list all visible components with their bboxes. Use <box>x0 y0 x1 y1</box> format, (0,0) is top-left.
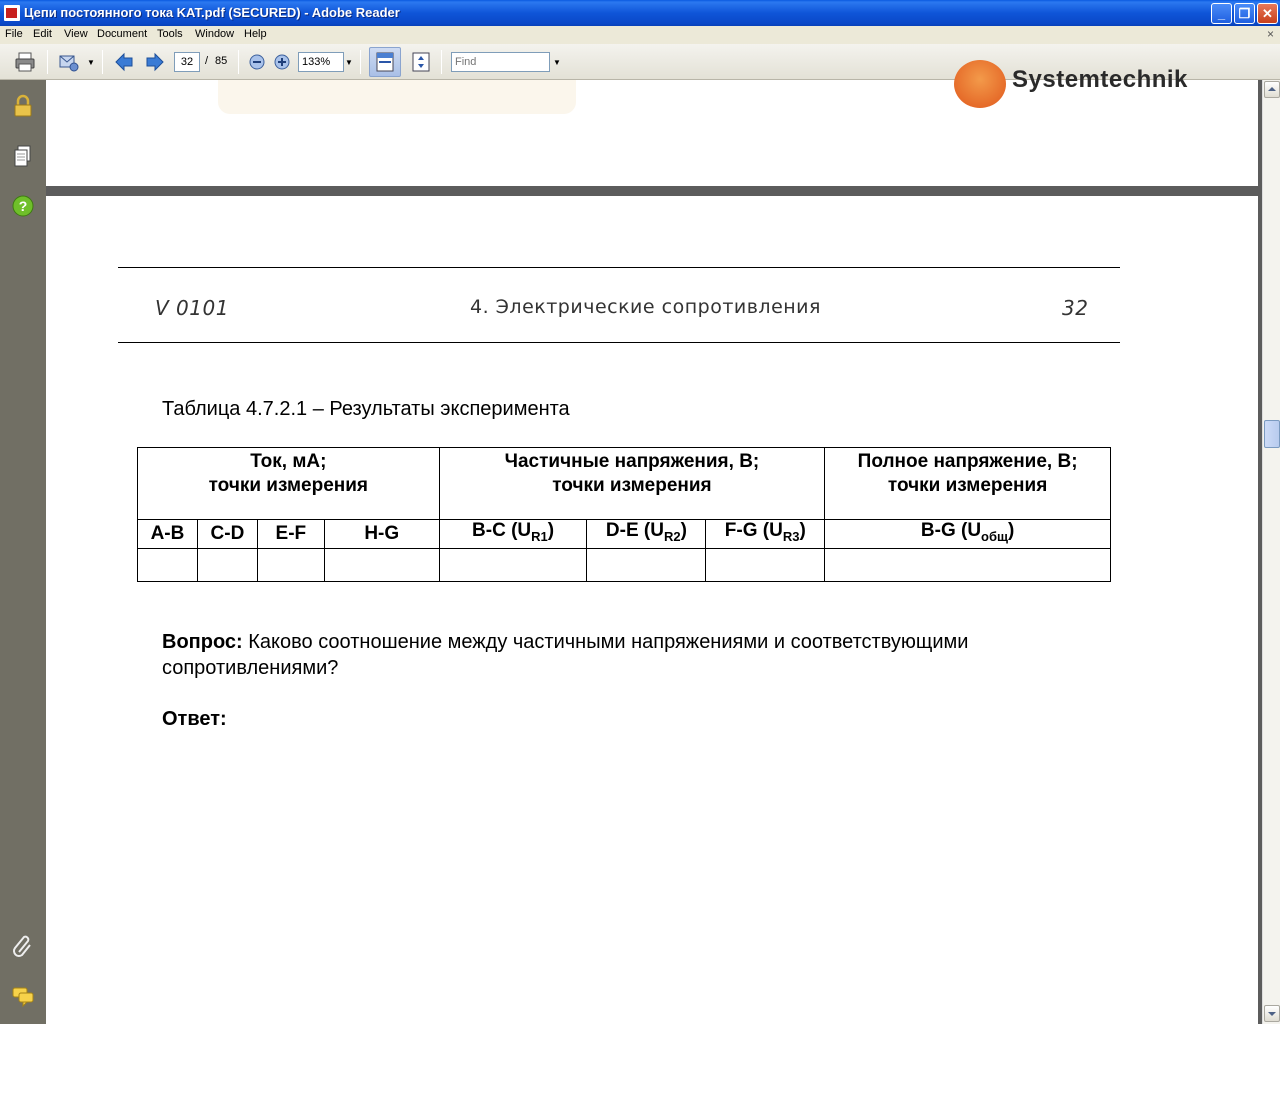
group-header-partial-voltages: Частичные напряжения, В; точки измерения <box>439 448 825 520</box>
header-code: V 0101 <box>155 296 229 320</box>
scroll-up-button[interactable] <box>1264 81 1280 98</box>
group-header-total-voltage: Полное напряжение, В; точки измерения <box>825 448 1111 520</box>
fit-width-icon <box>374 51 396 73</box>
previous-page <box>46 66 1258 186</box>
empty-cell <box>439 548 587 581</box>
menu-file[interactable]: File <box>5 28 23 40</box>
attachments-paperclip-icon[interactable] <box>11 934 35 958</box>
email-dropdown-icon[interactable]: ▼ <box>87 58 95 67</box>
find-input[interactable] <box>451 52 550 72</box>
group-header-current: Ток, мА; точки измерения <box>138 448 440 520</box>
pages-icon[interactable] <box>11 144 35 168</box>
empty-cell <box>324 548 439 581</box>
document-view[interactable] <box>46 66 1262 1024</box>
empty-cell <box>587 548 706 581</box>
zoom-out-icon[interactable] <box>246 51 268 73</box>
page-number-input[interactable] <box>174 52 200 72</box>
minimize-button[interactable]: _ <box>1211 3 1232 24</box>
fit-page-icon[interactable] <box>410 51 432 73</box>
col-header-bg: B-G $(U_{общ})$ <box>825 520 1111 549</box>
table-caption: Таблица 4.7.2.1 – Результаты эксперимента <box>162 398 570 420</box>
previous-page-icon[interactable] <box>113 51 135 73</box>
help-icon[interactable] <box>11 194 35 218</box>
menu-window[interactable]: Window <box>195 28 235 40</box>
col-header-hg: H-G <box>324 520 439 549</box>
scroll-thumb[interactable] <box>1264 420 1280 448</box>
col-header-bc: B-C $(U_{R1})$ <box>439 520 587 549</box>
question-label: Вопрос: <box>162 631 243 653</box>
empty-cell <box>138 548 198 581</box>
previous-page-content <box>218 80 576 114</box>
zoom-level-input[interactable] <box>298 52 344 72</box>
pdf-app-icon <box>4 5 20 21</box>
document-close-icon[interactable]: × <box>1266 27 1274 41</box>
company-logo-icon <box>954 60 1006 108</box>
results-table <box>137 447 1111 582</box>
email-icon[interactable] <box>58 51 80 73</box>
answer-label: Ответ: <box>162 708 227 730</box>
menu-view[interactable]: View <box>64 28 88 40</box>
next-page-icon[interactable] <box>144 51 166 73</box>
vertical-scrollbar[interactable] <box>1262 80 1280 1024</box>
window-title: Цепи постоянного тока KAT.pdf (SECURED) - Adobe Reader <box>24 5 400 20</box>
print-icon[interactable] <box>14 51 36 73</box>
svg-text:?: ? <box>18 198 28 214</box>
empty-cell <box>825 548 1111 581</box>
empty-cell <box>706 548 825 581</box>
menu-help[interactable]: Help <box>244 28 267 40</box>
col-header-ef: E-F <box>257 520 324 549</box>
table-row <box>138 548 1111 581</box>
header-bottom-rule <box>118 342 1120 343</box>
question-text: Каково соотношение между частичными напряжениями и соответствующими сопротивлениями? <box>162 631 969 679</box>
question-paragraph <box>162 629 1122 681</box>
empty-cell <box>197 548 257 581</box>
scroll-up-arrow-icon <box>1265 82 1279 97</box>
header-top-rule <box>118 267 1120 268</box>
navigation-pane <box>0 80 46 1024</box>
col-header-ab: A-B <box>138 520 198 549</box>
zoom-in-icon[interactable] <box>271 51 293 73</box>
fit-width-button[interactable] <box>369 47 401 77</box>
zoom-dropdown-icon[interactable]: ▼ <box>345 58 353 67</box>
answer-paragraph <box>162 706 1122 732</box>
header-chapter-title: 4. Электрические сопротивления <box>470 296 821 318</box>
col-header-cd: C-D <box>197 520 257 549</box>
menu-bar <box>0 26 1280 44</box>
empty-cell <box>257 548 324 581</box>
total-pages: 85 <box>215 55 228 67</box>
menu-document[interactable]: Document <box>97 28 148 40</box>
company-logo-text: Systemtechnik <box>1012 66 1188 93</box>
col-header-fg: F-G $(U_{R3})$ <box>706 520 825 549</box>
title-bar <box>0 0 1280 26</box>
pdf-page <box>46 196 1258 1096</box>
menu-edit[interactable]: Edit <box>33 28 52 40</box>
header-page-number: 32 <box>1062 296 1089 320</box>
col-header-de: D-E $(U_{R2})$ <box>587 520 706 549</box>
maximize-button[interactable]: ❐ <box>1234 3 1255 24</box>
menu-tools[interactable]: Tools <box>157 28 183 40</box>
scroll-down-arrow-icon <box>1265 1006 1279 1021</box>
page-separator: / <box>205 55 209 67</box>
comments-icon[interactable] <box>11 984 35 1008</box>
scroll-down-button[interactable] <box>1264 1005 1280 1022</box>
close-button[interactable]: ✕ <box>1257 3 1278 24</box>
security-lock-icon[interactable] <box>11 94 35 118</box>
find-dropdown-icon[interactable]: ▼ <box>553 58 561 67</box>
